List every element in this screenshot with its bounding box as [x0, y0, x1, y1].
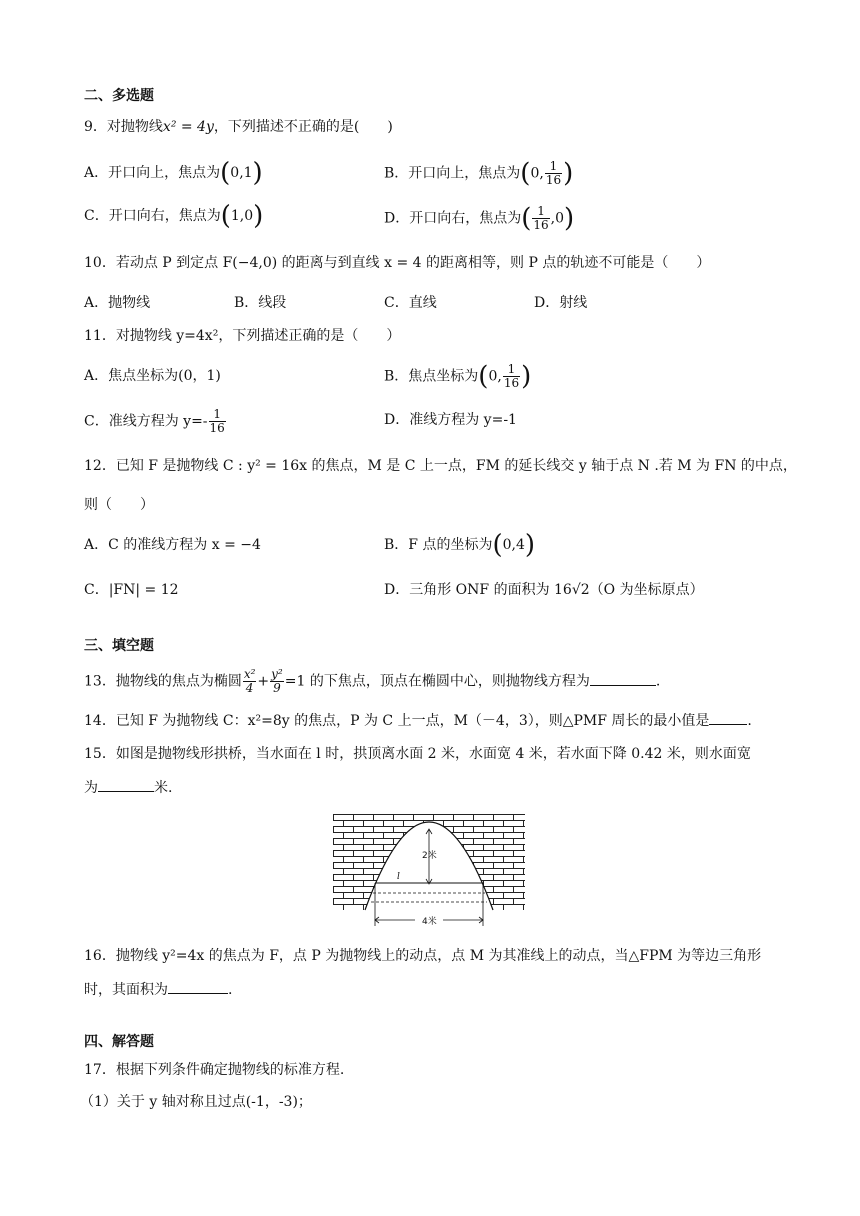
q16-stem-prefix: 时，其面积为 — [84, 982, 168, 998]
q10-option-b: B．线段 — [234, 295, 287, 311]
q11-option-c-text: C．准线方程为 y=- — [84, 413, 208, 430]
q13-plus: + — [257, 673, 270, 690]
question-11-stem: 11．对抛物线 y=4x²，下列描述正确的是（ ） — [84, 328, 401, 344]
q9-option-c-value: 1,0 — [230, 208, 254, 224]
q9-option-a: A．开口向上，焦点为(0,1) — [84, 158, 263, 188]
q9-option-a-text: A．开口向上，焦点为 — [84, 165, 221, 181]
q13-fraction-y: $\frac{\text{y²}}{9}$ — [271, 667, 283, 695]
q12-option-b: B．F 点的坐标为(0,4) — [384, 530, 536, 560]
q12-option-d: D．三角形 ONF 的面积为 16√2（O 为坐标原点） — [384, 582, 704, 598]
question-16-stem-line1: 16．抛物线 y²=4x 的焦点为 F，点 P 为抛物线上的动点，点 M 为其准线上的动点，当△FPM 为等边三角形 — [84, 948, 762, 964]
q13-stem-prefix: 13．抛物线的焦点为椭圆 — [84, 673, 242, 690]
q9-stem-prefix: 9．对抛物线 — [84, 119, 163, 135]
question-13-stem — [84, 668, 660, 695]
q9-equation: x² = 4y — [162, 119, 214, 135]
q11-option-c-fraction: $\frac{1}{16}$ — [209, 407, 225, 435]
question-15-stem-line1: 15．如图是抛物线形拱桥，当水面在 l 时，拱顶离水面 2 米，水面宽 4 米，若水面下降 0.42 米，则水面宽 — [84, 746, 751, 762]
q11-option-b-value: 0, — [488, 368, 502, 385]
section-heading-solutions: 四、解答题 — [84, 1034, 154, 1050]
q13-stem-suffix: =1 的下焦点，顶点在椭圆中心，则抛物线方程为 — [284, 673, 590, 690]
question-12-stem-line1: 12．已知 F 是抛物线 C : y² = 16x 的焦点，M 是 C 上一点，FM 的延长线交 y 轴于点 N .若 M 为 FN 的中点， — [84, 458, 797, 474]
q16-answer-blank — [168, 979, 228, 994]
q12-option-a: A．C 的准线方程为 x = −4 — [84, 537, 261, 553]
question-14-stem — [84, 710, 752, 731]
q10-option-d: D．射线 — [534, 295, 588, 311]
q16-end: . — [228, 982, 233, 998]
q11-option-c — [84, 408, 227, 435]
q9-option-b: B．开口向上，焦点为(0, $\frac{1}{16}$ ) — [384, 158, 574, 189]
q9-option-b-value: 0, — [530, 165, 544, 182]
arch-bridge-figure — [333, 814, 525, 932]
q13-answer-blank — [590, 671, 656, 686]
question-10-stem: 10．若动点 P 到定点 F(−4,0) 的距离与到直线 x = 4 的距离相等，则 P 点的轨迹不可能是（ ） — [84, 255, 711, 271]
q9-option-d-value: ,0 — [550, 210, 565, 227]
q14-answer-blank — [709, 710, 747, 725]
q9-stem-suffix: ，下列描述不正确的是( ) — [213, 119, 393, 135]
q14-stem-text: 14．已知 F 为抛物线 C：x²=8y 的焦点，P 为 C 上一点，M（－4，3），则△PMF 周长的最小值是 — [84, 713, 710, 729]
height-label: 2米 — [422, 851, 437, 861]
q15-stem-prefix: 为 — [84, 780, 98, 796]
q9-option-b-text: B．开口向上，焦点为 — [384, 165, 521, 182]
q15-stem-suffix: 米. — [154, 780, 173, 796]
q11-option-b: B．焦点坐标为(0, $\frac{1}{16}$ ) — [384, 361, 532, 392]
q13-end: . — [655, 673, 661, 690]
q9-option-c-text: C．开口向右，焦点为 — [84, 208, 221, 224]
question-17-part-1: （1）关于 y 轴对称且过点(-1，-3)； — [80, 1094, 312, 1110]
q15-answer-blank — [98, 777, 154, 792]
q13-fraction-x: $\frac{\text{x²}}{4}$ — [243, 667, 256, 695]
q14-end: . — [747, 713, 752, 729]
q9-option-d: D．开口向右，焦点为( $\frac{1}{16}$ ,0) — [384, 203, 575, 234]
question-12-stem-line2: 则（ ） — [84, 497, 154, 513]
q9-option-c: C．开口向右，焦点为(1,0) — [84, 201, 264, 231]
section-heading-multiple-choice: 二、多选题 — [84, 88, 154, 104]
question-15-stem-line2 — [84, 777, 172, 798]
q12-option-b-value: 0,4 — [502, 537, 525, 553]
q12-option-b-text: B．F 点的坐标为 — [384, 537, 493, 553]
question-9-stem — [84, 117, 393, 137]
section-heading-fill-in: 三、填空题 — [84, 638, 154, 654]
water-line-label: l — [397, 872, 400, 882]
q11-option-a: A．焦点坐标为(0，1) — [84, 368, 221, 384]
question-17-stem: 17．根据下列条件确定抛物线的标准方程. — [84, 1062, 345, 1078]
q9-option-d-text: D．开口向右，焦点为 — [384, 210, 522, 227]
question-16-stem-line2 — [84, 979, 232, 1000]
q9-option-b-fraction: $\frac{1}{16}$ — [545, 159, 562, 187]
q11-option-b-fraction: $\frac{1}{16}$ — [503, 362, 520, 390]
width-label: 4米 — [422, 917, 437, 927]
q11-option-d: D．准线方程为 y=-1 — [384, 412, 517, 428]
q10-option-c: C．直线 — [384, 295, 437, 311]
q12-option-c: C．|FN| = 12 — [84, 582, 179, 598]
q11-option-b-text: B．焦点坐标为 — [384, 368, 479, 385]
q9-option-d-fraction: $\frac{1}{16}$ — [533, 204, 549, 232]
q10-option-a: A．抛物线 — [84, 295, 151, 311]
q9-option-a-value: 0,1 — [230, 165, 253, 181]
